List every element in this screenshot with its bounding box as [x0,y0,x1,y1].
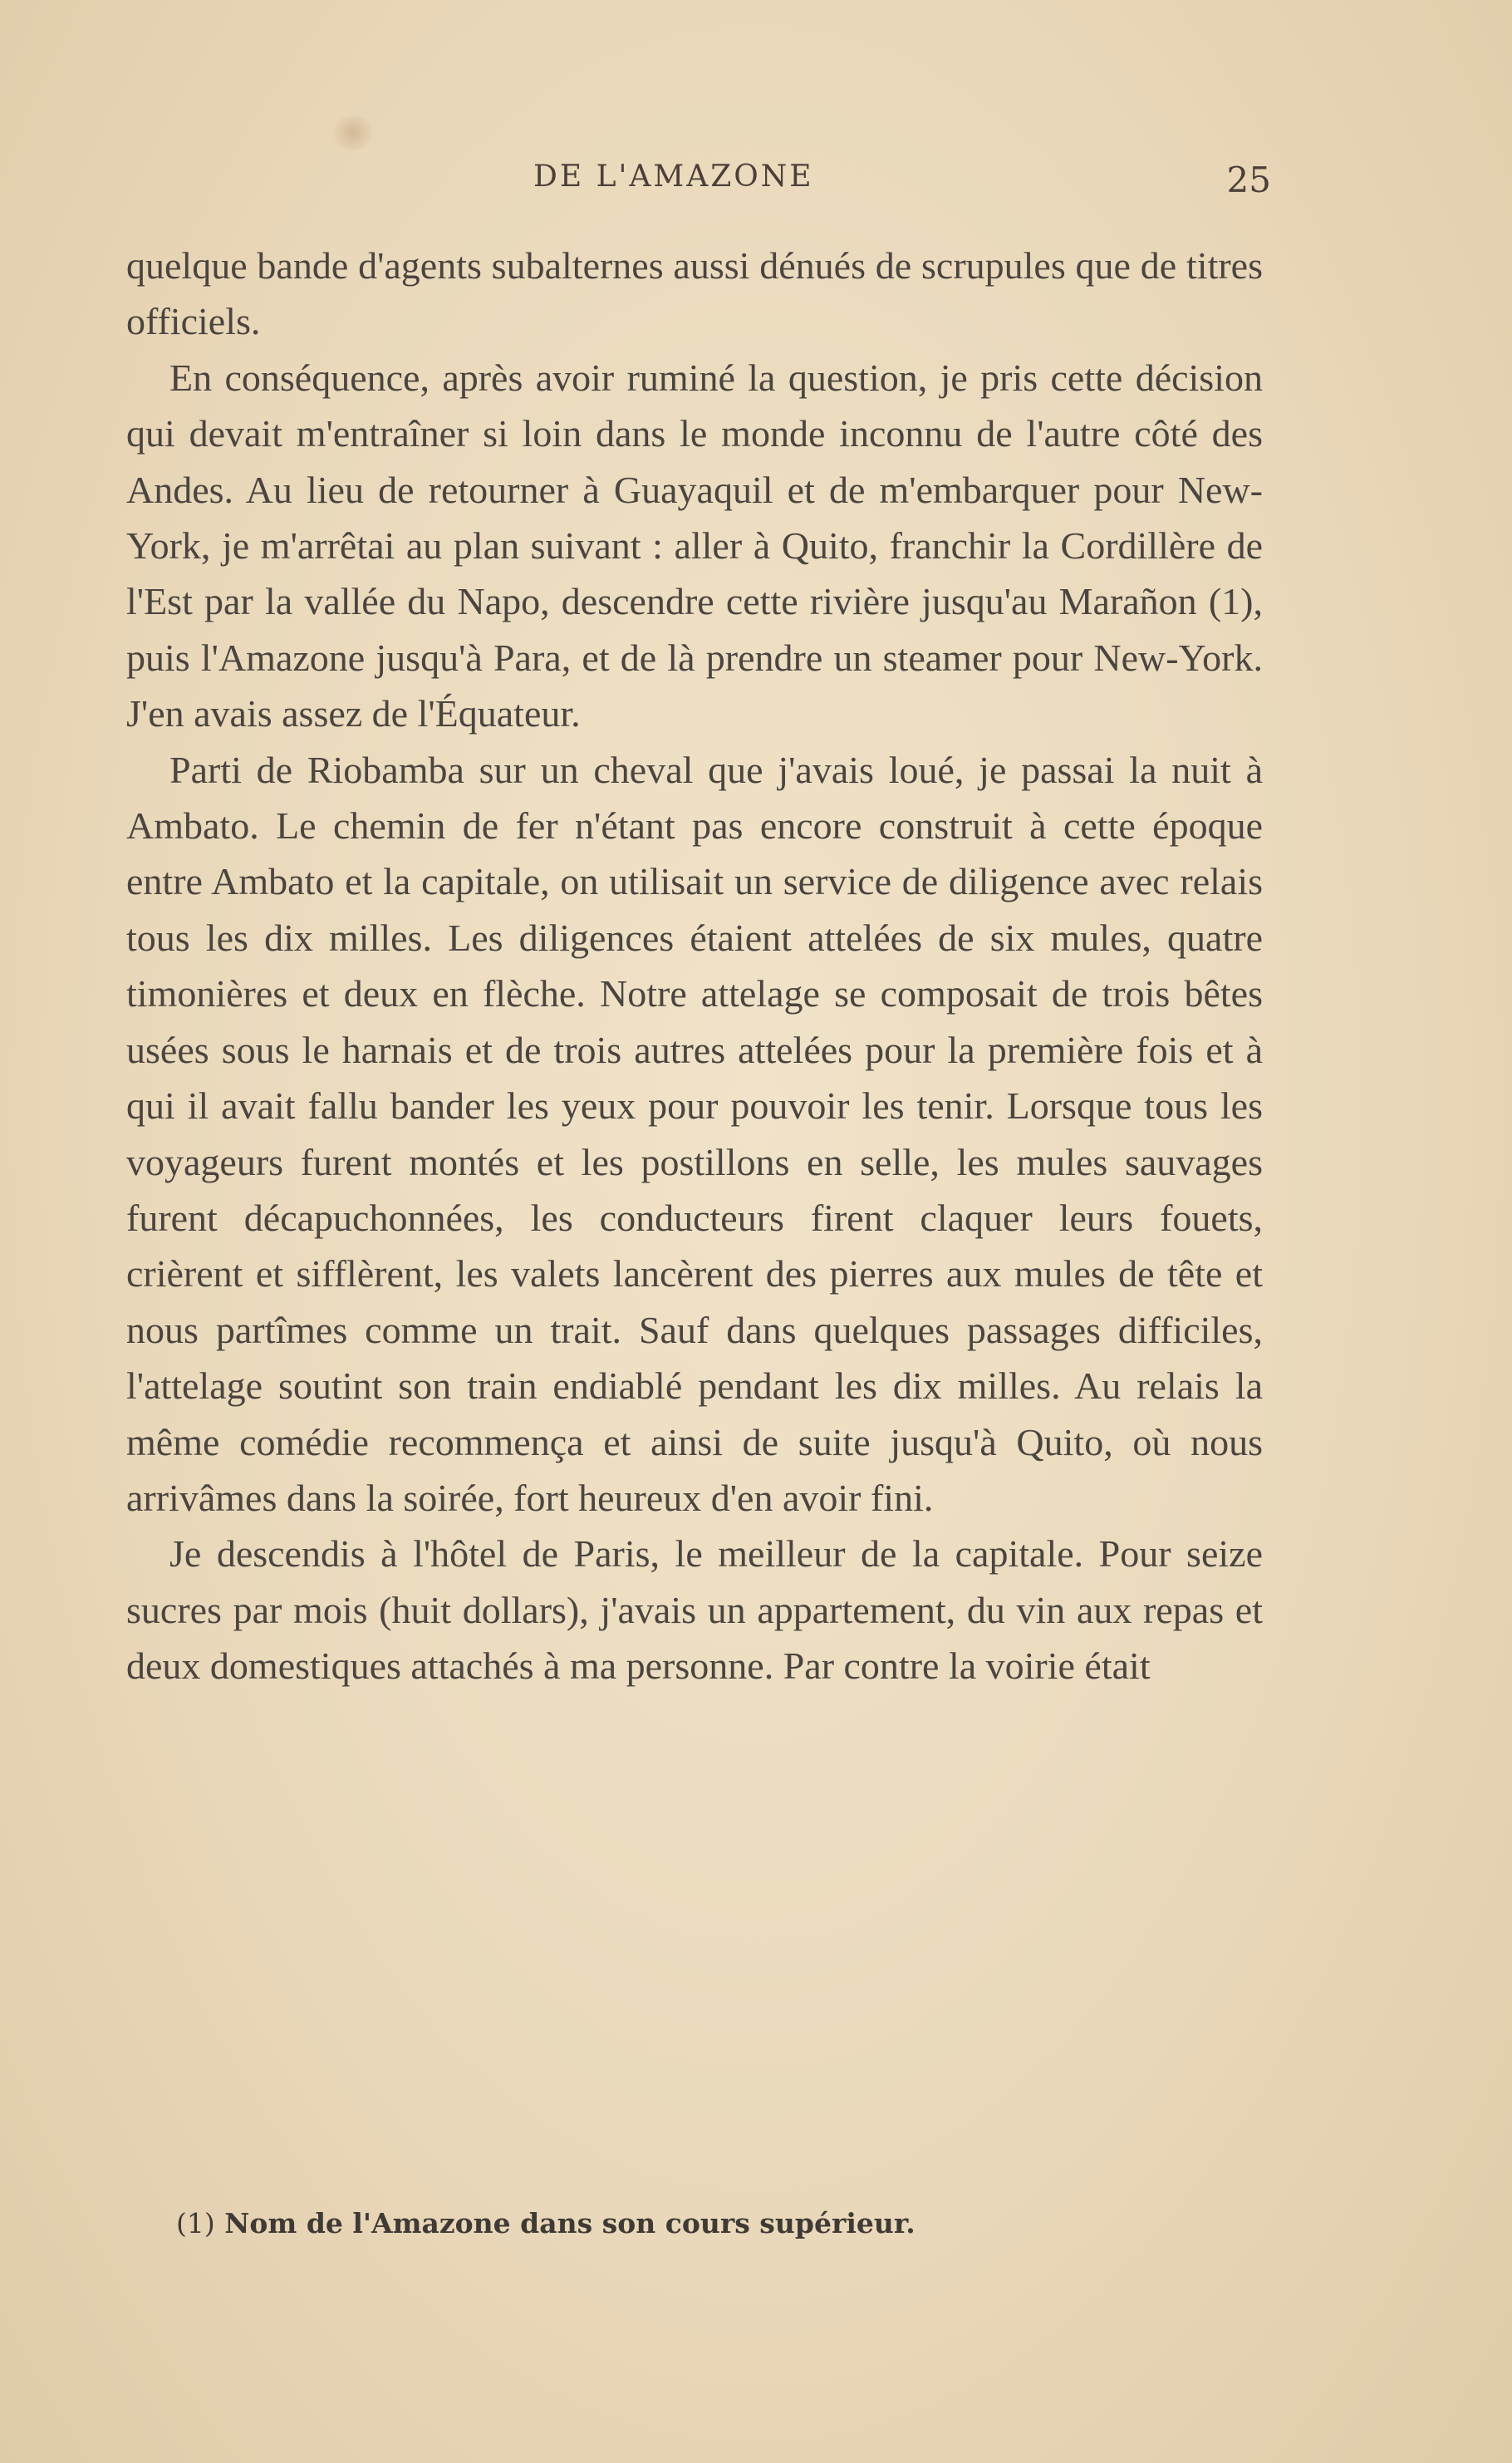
footnote-marker: (1) [176,2207,215,2239]
paragraph-continuation: quelque bande d'agents subalternes aussi dénués de scrupules que de titres officiels. [126,244,1263,343]
footnote [176,2207,1256,2239]
running-title: DE L'AMAZONE [533,160,814,194]
paragraph: Parti de Riobamba sur un cheval que j'avais loué, je passai la nuit à Ambato. Le chemin de fer n'étant pas encore construit à cette époque entre Ambato et la capitale, on utilisait un service de diligence avec relais tous les dix milles. Les diligences étaient attelées de six mules, quatre timonières et deux en flèche. Notre attelage se composait de trois bêtes usées sous le harnais et de trois autres attelées pour la première fois et à qui il avait fallu bander les yeux pour pouvoir les tenir. Lorsque tous les voyageurs furent montés et les postillons en selle, les mules sauvages furent décapuchonnées, les conducteurs firent claquer leurs fouets, crièrent et sifflèrent, les valets lancèrent des pierres aux mules de tête et nous partîmes comme un trait. Sauf dans quelques passages difficiles, l'attelage soutint son train endiablé pendant les dix milles. Au relais la même comédie recommença et ainsi de suite jusqu'à Quito, où nous arrivâmes dans la soirée, fort heureux d'en avoir fini. [126,748,1263,1519]
page-number: 25 [1226,160,1271,200]
paragraph: En conséquence, après avoir ruminé la question, je pris cette décision qui devait m'entraîner si loin dans le monde inconnu de l'autre côté des Andes. Au lieu de retourner à Guayaquil et de m'embarquer pour New-York, je m'arrêtai au plan suivant : aller à Quito, franchir la Cordillère de l'Est par la vallée du Napo, descendre cette rivière jusqu'au Marañon (1), puis l'Amazone jusqu'à Para, et de là prendre un steamer pour New-York. J'en avais assez de l'Équateur. [126,356,1263,735]
paper-stain [328,116,378,150]
paragraph: Je descendis à l'hôtel de Paris, le meilleur de la capitale. Pour seize sucres par mois (huit dollars), j'avais un appartement, du vin aux repas et deux domestiques attachés à ma personne. Par contre la voirie était [126,1532,1263,1688]
footnote-text: Nom de l'Amazone dans son cours supérieur. [224,2207,916,2239]
body-text [126,238,1263,1694]
page-header [125,160,1271,209]
